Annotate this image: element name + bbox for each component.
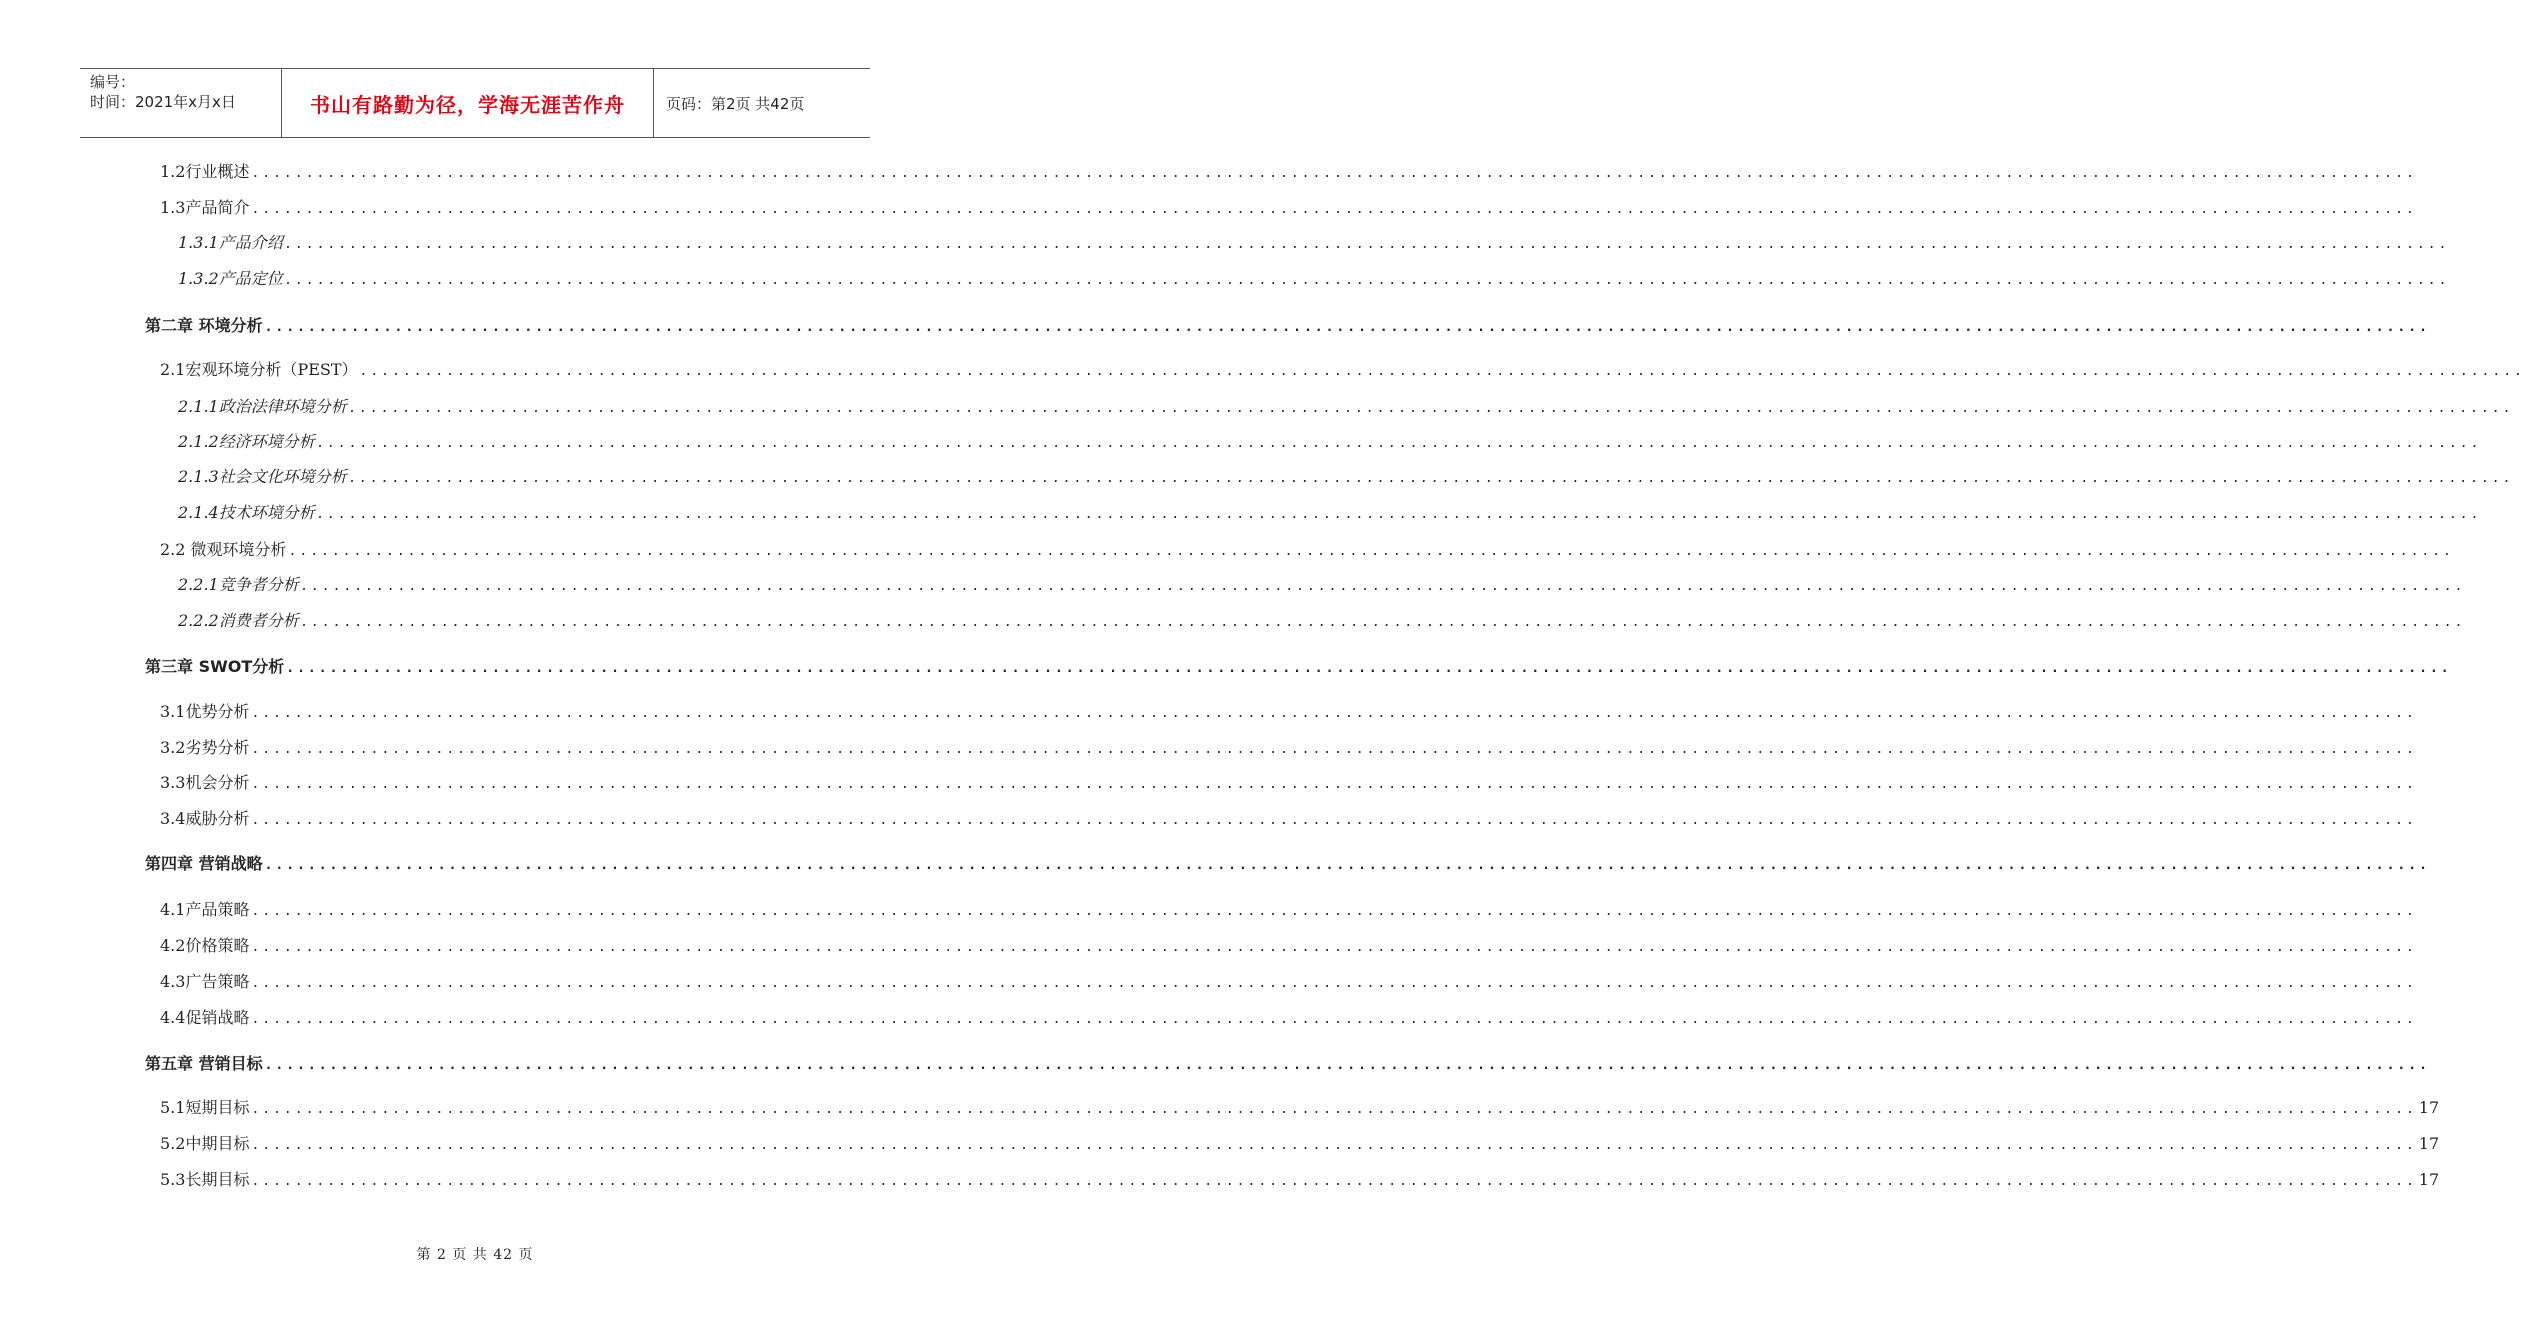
toc-dot-leader: ........................................................................................................................................................................................................	[286, 661, 2452, 676]
toc-dot-leader: ........................................................................................................................................................................................................	[300, 579, 2467, 594]
toc-dot-leader: ........................................................................................................................................................................................................	[300, 615, 2467, 630]
toc-dot-leader: ........................................................................................................................................................................................................	[251, 706, 2417, 721]
page-footer: 第 2 页 共 42 页	[416, 1247, 534, 1263]
toc-entry	[178, 571, 2467, 599]
toc-dot-leader: ........................................................................................................................................................................................................	[288, 544, 2454, 559]
serial-number-label: 编号：	[90, 73, 136, 91]
toc-entry-label: 3.3机会分析	[160, 773, 250, 792]
toc-entry-label: 5.2中期目标	[160, 1134, 250, 1153]
toc-entry-label: 第四章 营销战略	[145, 854, 263, 873]
toc-entry-label: 5.1短期目标	[160, 1098, 250, 1117]
toc-dot-leader: ........................................................................................................................................................................................................	[251, 904, 2417, 919]
toc-dot-leader: ........................................................................................................................................................................................................	[251, 777, 2417, 792]
toc-page-number: 17	[2418, 1098, 2440, 1117]
header-motto: 书山有路勤为径，学海无涯苦作舟	[282, 69, 654, 137]
toc-entry-label: 2.1.1政治法律环境分析	[178, 397, 347, 416]
toc-entry	[160, 194, 2417, 222]
toc-entry-label: 1.3.2产品定位	[178, 269, 283, 288]
toc-entry-label: 第五章 营销目标	[145, 1054, 263, 1073]
toc-entry	[178, 463, 2515, 491]
toc-entry-label: 3.2劣势分析	[160, 738, 250, 757]
toc-dot-leader: ........................................................................................................................................................................................................	[348, 471, 2515, 486]
toc-entry	[160, 158, 2417, 186]
toc-entry	[178, 428, 2483, 456]
toc-dot-leader: ........................................................................................................................................................................................................	[284, 237, 2451, 252]
toc-entry	[178, 607, 2467, 635]
toc-page-number: 17	[2418, 1134, 2440, 1153]
toc-entry-label: 4.1产品策略	[160, 900, 250, 919]
toc-chapter	[145, 850, 2430, 878]
toc-dot-leader: ........................................................................................................................................................................................................	[251, 742, 2417, 757]
toc-entry	[160, 769, 2417, 797]
toc-dot-leader: ........................................................................................................................................................................................................	[251, 940, 2417, 955]
toc-entry	[160, 1094, 2440, 1122]
toc-dot-leader: ........................................................................................................................................................................................................	[251, 976, 2417, 991]
toc-entry	[178, 499, 2483, 527]
toc-entry-label: 第二章 环境分析	[145, 316, 263, 335]
toc-entry	[160, 805, 2417, 833]
toc-page-number: 17	[2418, 1170, 2440, 1189]
toc-entry	[160, 536, 2454, 564]
toc-chapter	[145, 653, 2452, 681]
toc-dot-leader: ........................................................................................................................................................................................................	[359, 364, 2525, 379]
toc-entry-label: 第三章 SWOT分析	[145, 657, 285, 676]
toc-dot-leader: ........................................................................................................................................................................................................	[264, 858, 2430, 873]
toc-dot-leader: ........................................................................................................................................................................................................	[264, 1058, 2430, 1073]
toc-entry-label: 2.2 微观环境分析	[160, 540, 287, 559]
toc-entry-label: 2.2.1竞争者分析	[178, 575, 299, 594]
toc-entry	[160, 1166, 2440, 1194]
toc-entry	[178, 265, 2451, 293]
toc-entry	[160, 1130, 2440, 1158]
toc-entry	[160, 734, 2417, 762]
toc-entry-label: 2.2.2消费者分析	[178, 611, 299, 630]
toc-dot-leader: ........................................................................................................................................................................................................	[251, 166, 2417, 181]
toc-entry	[178, 393, 2515, 421]
toc-entry-label: 2.1.2经济环境分析	[178, 432, 315, 451]
toc-dot-leader: ........................................................................................................................................................................................................	[251, 813, 2417, 828]
header-page-info: 页码：第2页 共42页	[666, 94, 805, 113]
toc-entry-label: 3.1优势分析	[160, 702, 250, 721]
toc-dot-leader: ........................................................................................................................................................................................................	[316, 436, 2483, 451]
toc-entry-label: 3.4威胁分析	[160, 809, 250, 828]
toc-entry-label: 4.2价格策略	[160, 936, 250, 955]
toc-dot-leader: ........................................................................................................................................................................................................	[251, 1174, 2417, 1189]
toc-dot-leader: ........................................................................................................................................................................................................	[264, 320, 2430, 335]
toc-dot-leader: ........................................................................................................................................................................................................	[251, 1138, 2417, 1153]
toc-entry-label: 1.2行业概述	[160, 162, 250, 181]
toc-dot-leader: ........................................................................................................................................................................................................	[251, 202, 2417, 217]
toc-entry-label: 1.3.1产品介绍	[178, 233, 283, 252]
toc-entry-label: 5.3长期目标	[160, 1170, 250, 1189]
toc-entry-label: 2.1.3社会文化环境分析	[178, 467, 347, 486]
toc-dot-leader: ........................................................................................................................................................................................................	[251, 1102, 2417, 1117]
toc-dot-leader: ........................................................................................................................................................................................................	[348, 401, 2515, 416]
toc-chapter	[145, 312, 2430, 340]
toc-entry	[160, 698, 2417, 726]
toc-entry	[178, 229, 2451, 257]
date-label: 时间：2021年x月x日	[90, 93, 236, 111]
toc-entry-label: 4.3广告策略	[160, 972, 250, 991]
toc-chapter	[145, 1050, 2430, 1078]
toc-entry	[160, 356, 2525, 384]
toc-entry	[160, 896, 2417, 924]
toc-entry-label: 4.4促销战略	[160, 1008, 250, 1027]
toc-entry-label: 1.3产品简介	[160, 198, 250, 217]
toc-entry-label: 2.1宏观环境分析（PEST）	[160, 360, 358, 379]
toc-entry	[160, 932, 2417, 960]
toc-entry	[160, 1004, 2417, 1032]
toc-dot-leader: ........................................................................................................................................................................................................	[316, 507, 2483, 522]
toc-entry-label: 2.1.4技术环境分析	[178, 503, 315, 522]
toc-dot-leader: ........................................................................................................................................................................................................	[251, 1012, 2417, 1027]
toc-dot-leader: ........................................................................................................................................................................................................	[284, 273, 2451, 288]
toc-entry	[160, 968, 2417, 996]
